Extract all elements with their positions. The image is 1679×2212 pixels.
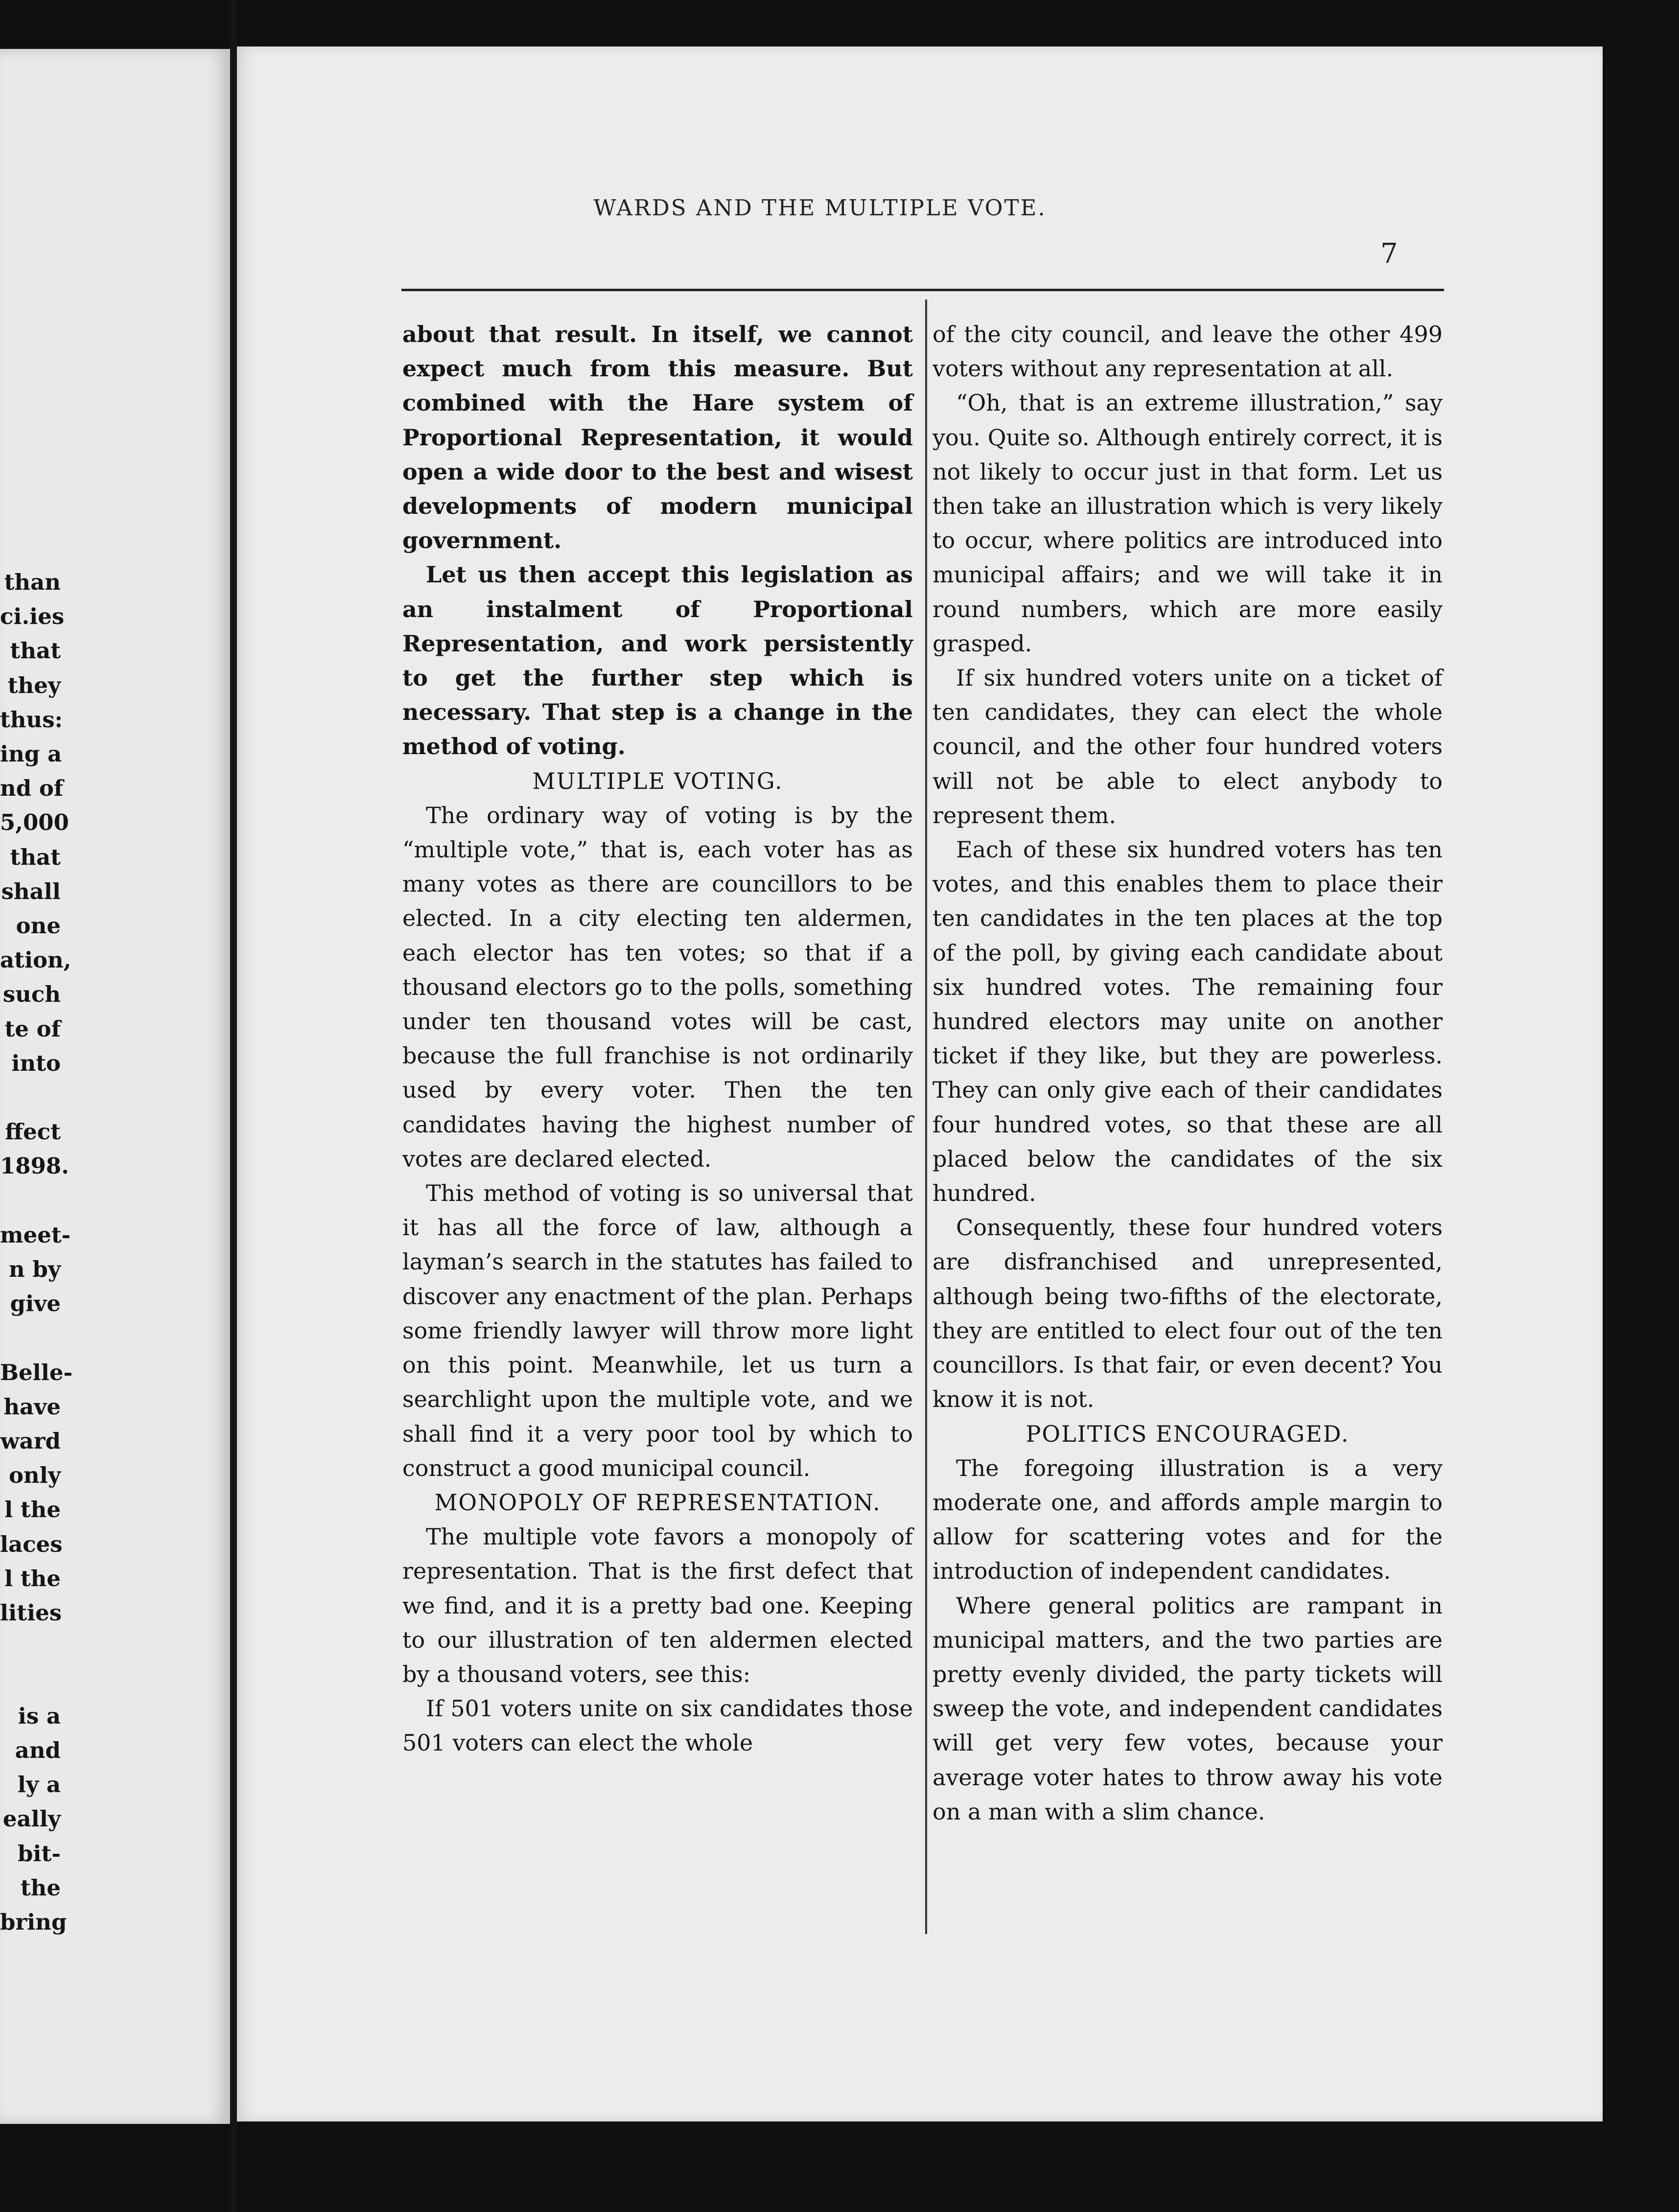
left-page-fragment: that [10, 844, 61, 870]
paragraph: Where general politics are rampant in municipal matters, and the two parties are pretty evenly divided, the party tickets will sweep the vote, and independent candidates will get very few votes, because your average voter hates to throw away his vote on a man with a slim chance. [933, 1592, 1443, 1825]
section-heading: POLITICS ENCOURAGED. [1026, 1420, 1350, 1447]
paragraph: The foregoing illustration is a very moderate one, and affords ample margin to allow for scattering votes and for the introduction of independent candidates. [933, 1454, 1443, 1585]
paragraph: Each of these six hundred voters has ten votes, and this enables them to place their ten candidates in the ten places at the top of the poll, by giving each candidate about six hundred votes. The remaining four hundred electors may unite on another ticket if they like, but they are powerless. They can only give each of their candidates four hundred votes, so that these are all placed below the candidates of the six hundred. [933, 836, 1443, 1207]
left-page-fragment [0, 1665, 61, 1699]
paragraph: “Oh, that is an extreme illustration,” say you. Quite so. Although entirely correct, it is not likely to occur just in that form. Let us then take an illustration which is very likely to occur, where politics are introduced into municipal affairs; and we will take it in round numbers, which are more easily grasped. [933, 390, 1443, 657]
left-page-fragment: have [3, 1393, 61, 1420]
page-number: 7 [1380, 238, 1398, 270]
left-page-fragment: only [9, 1462, 61, 1489]
left-page-fragment: eally [2, 1806, 61, 1832]
left-page-fragment: l the [4, 1565, 61, 1591]
left-page-fragment: nd of [0, 775, 64, 802]
left-page-fragment: laces [0, 1531, 63, 1557]
left-page-fragment: 5,000 [0, 809, 69, 836]
paragraph: of the city council, and leave the other 499 voters without any representation at all. [933, 321, 1443, 382]
left-page-fragment: ly a [17, 1772, 61, 1798]
paragraph: Let us then accept this legislation as an instalment of Proportional Representation, and work persistently to get the further step which is necessary. That step is a change in the method of voting. [402, 561, 913, 760]
left-page-fragment: bit- [17, 1840, 61, 1866]
left-page-fragment: Belle- [0, 1359, 73, 1385]
left-column [402, 317, 913, 1760]
left-page-fragment: ffect [5, 1119, 61, 1145]
left-page-text-fragments [0, 565, 73, 1939]
paragraph: If six hundred voters unite on a ticket of ten candidates, they can elect the whole council, and the other four hundred voters will not be able to elect anybody to represent them. [933, 665, 1443, 829]
left-page-fragment: into [11, 1050, 61, 1076]
section-heading: MULTIPLE VOTING. [532, 767, 783, 794]
paragraph: The ordinary way of voting is by the “multiple vote,” that is, each voter has as many votes as there are councillors to be elected. In a city electing ten aldermen, each elector has ten votes; so that if a thousand electors go to the polls, something under ten thousand votes will be cast, because the full franchise is not ordinarily used by every voter. Then the ten candidates having the highest number of votes are declared elected. [402, 802, 913, 1172]
left-page-fragment: is a [18, 1703, 61, 1729]
left-page-fragment: l the [4, 1497, 61, 1523]
paragraph: If 501 voters unite on six candidates those 501 voters can elect the whole [402, 1695, 913, 1756]
left-page-fragment: the [20, 1874, 61, 1901]
section-heading: MONOPOLY OF REPRESENTATION. [434, 1489, 881, 1516]
left-page-fragment: ing a [0, 741, 62, 767]
left-page-edge [0, 49, 230, 2124]
left-page-fragment: meet- [0, 1221, 71, 1248]
left-page-fragment: ward [0, 1428, 61, 1454]
left-page-fragment: n by [9, 1256, 61, 1283]
left-page-fragment: one [16, 913, 61, 939]
left-page-fragment [0, 1184, 61, 1218]
left-page-fragment: te of [4, 1015, 61, 1042]
left-page-fragment: and [15, 1737, 61, 1763]
right-column [933, 317, 1443, 1829]
header-rule [401, 289, 1444, 291]
left-page-fragment: ation, [0, 947, 71, 973]
left-page-fragment: they [7, 672, 61, 698]
paragraph: The multiple vote favors a monopoly of representation. That is the first defect that we find, and it is a pretty bad one. Keeping to our illustration of ten aldermen elected by a thousand voters, see this: [402, 1523, 913, 1687]
paragraph: Consequently, these four hundred voters are disfranchised and unrepresented, although being two-fifths of the electorate, they are entitled to elect four out of the ten councillors. Is that fair, or even decent? You know it is not. [933, 1214, 1443, 1413]
left-page-fragment: shall [1, 878, 61, 904]
left-page-fragment: bring [0, 1909, 67, 1935]
paragraph: This method of voting is so universal that it has all the force of law, although a layman’s search in the statutes has failed to discover any enactment of the plan. Perhaps some friendly lawyer will throw more light on this point. Meanwhile, let us turn a searchlight upon the multiple vote, and we shall find it a very poor tool by which to construct a good municipal council. [402, 1180, 913, 1481]
left-page-fragment [0, 1321, 61, 1355]
left-page-fragment: that [10, 638, 61, 664]
left-page-fragment: thus: [0, 706, 63, 733]
left-page-fragment: such [2, 981, 61, 1008]
left-page-fragment: give [10, 1290, 61, 1317]
left-page-fragment: lities [0, 1600, 62, 1626]
left-page-fragment: 1898. [0, 1153, 69, 1179]
running-head: WARDS AND THE MULTIPLE VOTE. [593, 195, 1047, 221]
column-rule [925, 300, 927, 1934]
page-gutter [230, 0, 237, 2212]
left-page-fragment [0, 1630, 61, 1664]
left-page-fragment [0, 1081, 61, 1115]
left-page-fragment: than [4, 569, 61, 595]
left-page-fragment: ci.ies [0, 603, 65, 630]
paragraph: about that result. In itself, we cannot expect much from this measure. But combined with the Hare system of Proportional Representation, it would open a wide door to the best and wisest developments of modern municipal government. [402, 321, 913, 554]
